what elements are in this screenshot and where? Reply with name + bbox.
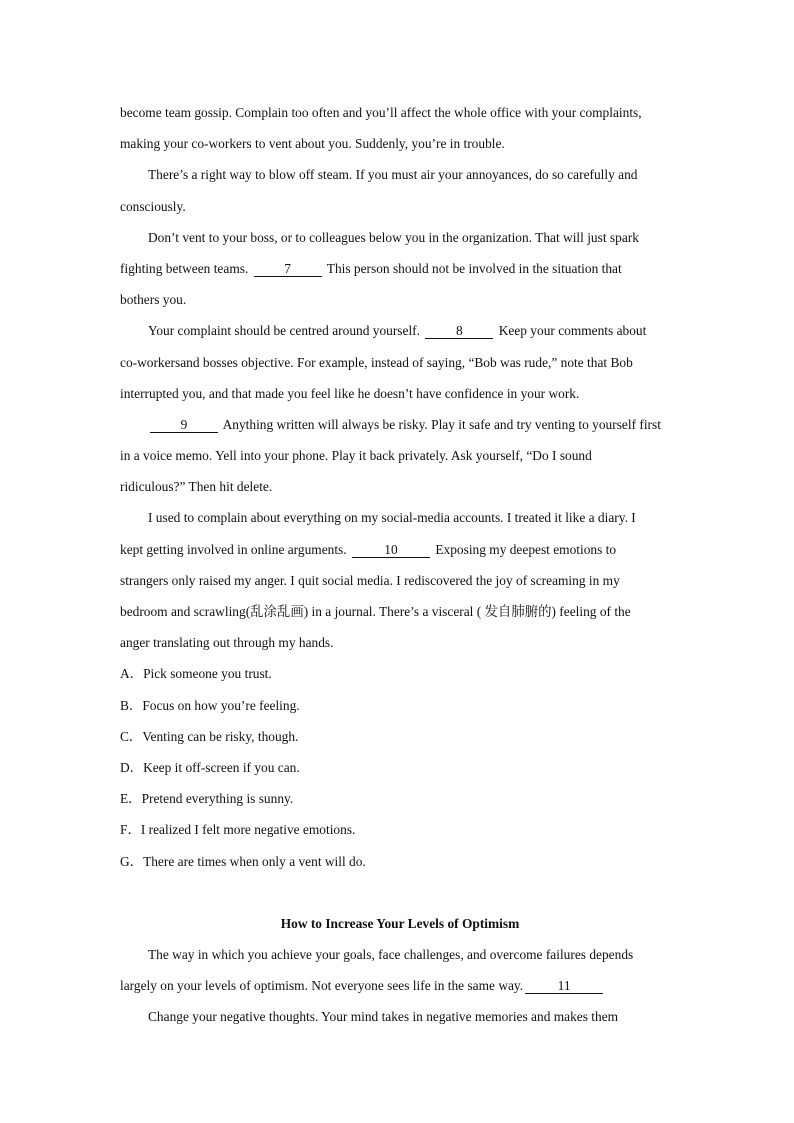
passage-line: I used to complain about everything on my social-media accounts. I treated it like a diary. I: [148, 510, 636, 526]
option-c[interactable]: [120, 721, 680, 752]
option-letter: G．: [120, 853, 144, 869]
option-e[interactable]: [120, 783, 680, 814]
passage-text: Anything written will always be risky. Play it safe and try venting to yourself first: [222, 416, 661, 432]
passage-line: bedroom and scrawling(乱涂乱画) in a journal. There’s a visceral ( 发自肺腑的) feeling of the: [120, 604, 631, 619]
passage-text: kept getting involved in online arguments.: [120, 541, 347, 557]
passage-line: become team gossip. Complain too often and you’ll affect the whole office with your complaints,: [120, 105, 642, 120]
passage-line: There’s a right way to blow off steam. If you must air your annoyances, do so carefully and: [148, 167, 638, 183]
passage-line: consciously.: [120, 198, 186, 214]
option-text: There are times when only a vent will do.: [143, 853, 366, 869]
blank-11[interactable]: 11: [525, 979, 603, 994]
passage-line: ridiculous?” Then hit delete.: [120, 479, 273, 495]
passage-text: Exposing my deepest emotions to: [435, 541, 617, 557]
option-letter: A．: [120, 666, 144, 682]
option-a[interactable]: [120, 658, 680, 689]
passage-line: co-workersand bosses objective. For example, instead of saying, “Bob was rude,” note that Bob: [120, 354, 633, 370]
passage-line: [120, 409, 680, 440]
option-text: Pick someone you trust.: [143, 666, 272, 682]
passage-text: Your complaint should be centred around yourself.: [148, 323, 420, 339]
option-text: Venting can be risky, though.: [142, 728, 299, 744]
passage-text: fighting between teams.: [120, 260, 249, 276]
option-b[interactable]: [120, 690, 680, 721]
passage-line: [120, 315, 680, 346]
blank-7[interactable]: 7: [254, 262, 322, 277]
option-letter: C．: [120, 728, 143, 744]
passage-line: anger translating out through my hands.: [120, 635, 334, 651]
passage-line: [120, 253, 680, 284]
option-letter: F．: [120, 822, 141, 838]
passage-line: The way in which you achieve your goals, face challenges, and overcome failures depends: [148, 947, 634, 963]
passage-line: bothers you.: [120, 292, 187, 308]
option-letter: B．: [120, 697, 143, 713]
option-text: I realized I felt more negative emotions.: [140, 822, 356, 838]
passage-line: [120, 970, 680, 1001]
passage-line: [120, 534, 680, 565]
passage-text: This person should not be involved in the situation that: [326, 260, 622, 276]
option-text: Keep it off-screen if you can.: [143, 759, 300, 775]
option-letter: E．: [120, 791, 142, 807]
blank-9[interactable]: 9: [150, 418, 218, 433]
option-text: Focus on how you’re feeling.: [142, 697, 300, 713]
option-f[interactable]: [120, 814, 680, 845]
blank-10[interactable]: 10: [352, 543, 430, 558]
option-letter: D．: [120, 759, 144, 775]
passage-line: interrupted you, and that made you feel like he doesn’t have confidence in your work.: [120, 385, 580, 401]
blank-8[interactable]: 8: [425, 324, 493, 339]
option-text: Pretend everything is sunny.: [141, 791, 294, 807]
passage-line: strangers only raised my anger. I quit social media. I rediscovered the joy of screaming in my: [120, 572, 620, 588]
passage-line: making your co-workers to vent about you. Suddenly, you’re in trouble.: [120, 136, 505, 152]
passage-line: Change your negative thoughts. Your mind takes in negative memories and makes them: [148, 1009, 619, 1025]
option-d[interactable]: [120, 752, 680, 783]
passage-text: Keep your comments about: [498, 323, 647, 339]
passage-text: largely on your levels of optimism. Not everyone sees life in the same way.: [120, 978, 524, 994]
passage-line: in a voice memo. Yell into your phone. Play it back privately. Ask yourself, “Do I sound: [120, 448, 592, 464]
section-title: How to Increase Your Levels of Optimism: [280, 915, 520, 931]
option-g[interactable]: [120, 846, 680, 877]
document-page: [120, 97, 680, 1033]
passage-line: Don’t vent to your boss, or to colleagues below you in the organization. That will just spark: [148, 229, 639, 245]
